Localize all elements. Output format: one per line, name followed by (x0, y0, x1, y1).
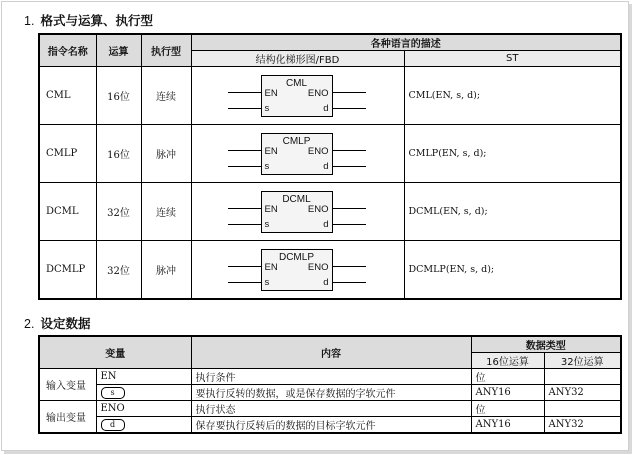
eno-wire (333, 150, 366, 151)
eno-wire (333, 92, 366, 93)
section-1-title (24, 11, 153, 29)
s-label: s (264, 102, 270, 114)
eno-wire (333, 266, 366, 267)
fbd-block (228, 189, 368, 235)
fbd-block (228, 73, 368, 119)
type-16bit: ANY16 (471, 417, 544, 434)
operation-width: 32位 (96, 183, 141, 241)
en-label: EN (264, 87, 278, 99)
variable-name: ENO (96, 401, 191, 417)
eno-label: ENO (307, 261, 329, 273)
operand-badge: d (101, 419, 125, 431)
type-32bit: ANY32 (544, 417, 621, 434)
d-wire (333, 166, 366, 167)
type-16bit: 位 (471, 369, 544, 385)
fbd-cell (191, 183, 404, 241)
table-row (39, 241, 621, 300)
exec-type: 脉冲 (141, 241, 191, 300)
eno-wire (333, 208, 366, 209)
st-syntax: CML(EN, s, d); (404, 67, 621, 125)
section-2-number: 2. (24, 317, 35, 331)
en-label: EN (264, 203, 278, 215)
d-label: d (323, 102, 329, 114)
s-label: s (264, 276, 270, 288)
frame-shadow-bottom (4, 451, 632, 454)
table-row (39, 369, 621, 385)
block-name: DCML (282, 193, 311, 205)
eno-label: ENO (307, 203, 329, 215)
d-label: d (323, 160, 329, 172)
header-content: 内容 (191, 336, 471, 369)
header-variable: 变量 (39, 336, 191, 369)
fbd-cell (191, 125, 404, 183)
s-wire (228, 282, 261, 283)
format-table (38, 33, 622, 300)
eno-label: ENO (307, 87, 329, 99)
header-op16: 16位运算 (471, 353, 544, 369)
d-wire (333, 108, 366, 109)
variable-content: 要执行反转的数据，或是保存数据的字软元件 (191, 385, 471, 401)
section-2-text: 设定数据 (40, 316, 91, 331)
fbd-box (261, 133, 333, 175)
type-16bit: ANY16 (471, 385, 544, 401)
section-2-title (24, 314, 90, 332)
st-syntax: CMLP(EN, s, d); (404, 125, 621, 183)
fbd-block (228, 131, 368, 177)
group-input-label: 输入变量 (39, 369, 96, 401)
fbd-block (228, 247, 368, 293)
header-exec-type: 执行型 (141, 34, 191, 67)
type-16bit: 位 (471, 401, 544, 417)
variable-content: 执行条件 (191, 369, 471, 385)
instruction-name: CMLP (39, 125, 96, 183)
fbd-cell (191, 67, 404, 125)
type-32bit (544, 401, 621, 417)
instruction-name: CML (39, 67, 96, 125)
fbd-cell (191, 241, 404, 300)
header-name: 指令名称 (39, 34, 96, 67)
variable-name: EN (96, 369, 191, 385)
header-description: 各种语言的描述 (191, 34, 621, 51)
instruction-name: DCMLP (39, 241, 96, 300)
d-label: d (323, 276, 329, 288)
operation-width: 32位 (96, 241, 141, 300)
en-label: EN (264, 145, 278, 157)
table-row (39, 125, 621, 183)
block-name: CMLP (282, 135, 311, 147)
frame-shadow-right (629, 4, 632, 452)
exec-type: 连续 (141, 67, 191, 125)
en-wire (228, 92, 261, 93)
d-wire (333, 282, 366, 283)
d-label: d (323, 218, 329, 230)
section-1-text: 格式与运算、执行型 (40, 13, 153, 28)
settings-table (38, 335, 622, 434)
table-row (39, 67, 621, 125)
instruction-name: DCML (39, 183, 96, 241)
s-label: s (264, 218, 270, 230)
d-wire (333, 224, 366, 225)
en-label: EN (264, 261, 278, 273)
variable-content: 保存要执行反转后的数据的目标字软元件 (191, 417, 471, 434)
variable-content: 执行状态 (191, 401, 471, 417)
fbd-box (261, 191, 333, 233)
s-wire (228, 108, 261, 109)
operand-badge: s (101, 387, 125, 399)
section-1-number: 1. (24, 14, 35, 28)
en-wire (228, 150, 261, 151)
table-row (39, 385, 621, 401)
type-32bit: ANY32 (544, 385, 621, 401)
variable-cell (96, 417, 191, 434)
fbd-box (261, 75, 333, 117)
block-name: CML (285, 77, 308, 89)
eno-label: ENO (307, 145, 329, 157)
block-name: DCMLP (278, 251, 314, 263)
en-wire (228, 208, 261, 209)
s-wire (228, 166, 261, 167)
s-wire (228, 224, 261, 225)
variable-cell (96, 385, 191, 401)
group-output-label: 输出变量 (39, 401, 96, 434)
table-row (39, 401, 621, 417)
table-row (39, 417, 621, 434)
operation-width: 16位 (96, 125, 141, 183)
type-32bit (544, 369, 621, 385)
header-op32: 32位运算 (544, 353, 621, 369)
en-wire (228, 266, 261, 267)
exec-type: 脉冲 (141, 125, 191, 183)
table-row (39, 183, 621, 241)
operation-width: 16位 (96, 67, 141, 125)
header-fbd: 结构化梯形图/FBD (191, 51, 404, 67)
header-data-type: 数据类型 (471, 336, 621, 353)
fbd-box (261, 249, 333, 291)
s-label: s (264, 160, 270, 172)
st-syntax: DCML(EN, s, d); (404, 183, 621, 241)
header-operation: 运算 (96, 34, 141, 67)
exec-type: 连续 (141, 183, 191, 241)
st-syntax: DCMLP(EN, s, d); (404, 241, 621, 300)
header-st: ST (404, 51, 621, 67)
